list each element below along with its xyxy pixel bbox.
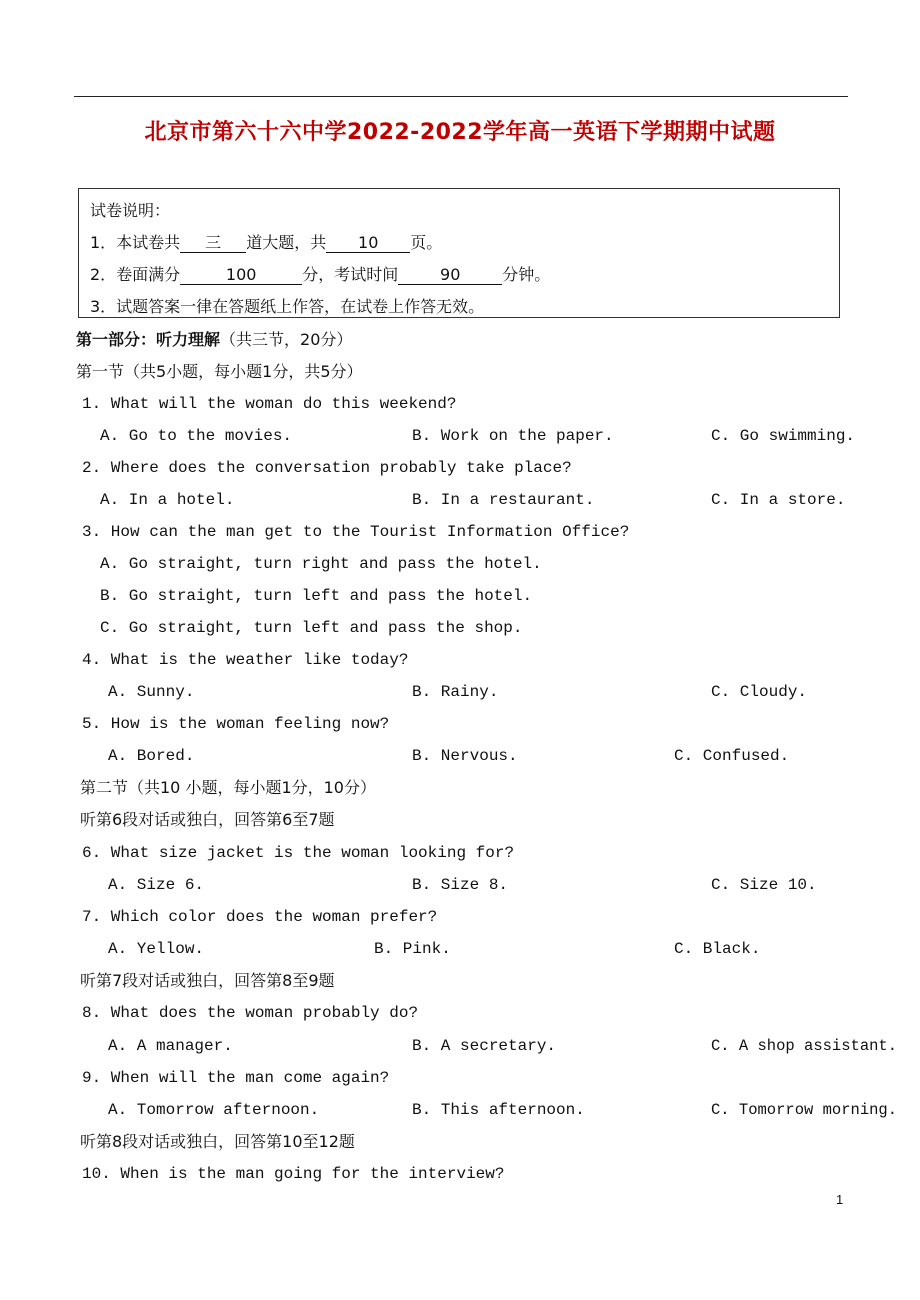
part1-note: （共三节，20分） <box>220 330 353 349</box>
part1-heading <box>76 330 352 350</box>
q3-option-b: B. Go straight, turn left and pass the hotel. <box>100 587 533 605</box>
header-rule <box>74 96 848 97</box>
part1-title: 第一部分：听力理解 <box>76 330 221 349</box>
question-5: 5. How is the woman feeling now? <box>82 715 390 733</box>
question-10: 10. When is the man going for the interview? <box>82 1165 505 1183</box>
instructions-line-3: 3．试题答案一律在答题纸上作答，在试卷上作答无效。 <box>90 297 485 316</box>
q2-option-b: B. In a restaurant. <box>412 491 595 509</box>
q1-option-c: C. Go swimming. <box>711 427 856 445</box>
q2-option-a: A. In a hotel. <box>100 491 235 509</box>
instructions-line-2 <box>90 265 550 285</box>
q5-option-c: C. Confused. <box>674 747 790 765</box>
q6-option-c: C. Size 10. <box>711 876 817 894</box>
pages-count: 10 <box>326 234 410 253</box>
q1-option-a: A. Go to the movies. <box>100 427 293 445</box>
section2-heading: 第二节（共10 小题，每小题1分，10分） <box>80 778 376 797</box>
q5-option-b: B. Nervous. <box>412 747 518 765</box>
q3-option-c: C. Go straight, turn left and pass the shop. <box>100 619 523 637</box>
line1-pre: 1．本试卷共 <box>90 233 181 252</box>
full-score: 100 <box>180 266 302 285</box>
question-2: 2. Where does the conversation probably take place? <box>82 459 572 477</box>
line1-mid: 道大题，共 <box>246 233 327 252</box>
q2-option-c: C. In a store. <box>711 491 846 509</box>
q7-option-a: A. Yellow. <box>108 940 205 958</box>
page-number: 1 <box>836 1192 844 1207</box>
question-4: 4. What is the weather like today? <box>82 651 409 669</box>
question-9: 9. When will the man come again? <box>82 1069 390 1087</box>
q5-option-a: A. Bored. <box>108 747 195 765</box>
q7-option-c: C. Black. <box>674 940 761 958</box>
q8-option-c: C. A shop assistant. <box>711 1037 898 1055</box>
q1-option-b: B. Work on the paper. <box>412 427 614 445</box>
q6-option-a: A. Size 6. <box>108 876 205 894</box>
passage-6-heading: 听第6段对话或独白，回答第6至7题 <box>80 810 335 829</box>
question-3: 3. How can the man get to the Tourist Information Office? <box>82 523 630 541</box>
q4-option-c: C. Cloudy. <box>711 683 808 701</box>
q9-option-c: C. Tomorrow morning. <box>711 1101 898 1119</box>
q8-option-a: A. A manager. <box>108 1037 233 1055</box>
line2-mid: 分，考试时间 <box>302 265 399 284</box>
question-7: 7. Which color does the woman prefer? <box>82 908 438 926</box>
question-1: 1. What will the woman do this weekend? <box>82 395 457 413</box>
question-6: 6. What size jacket is the woman looking for? <box>82 844 515 862</box>
instructions-line-1 <box>90 233 442 253</box>
line1-post: 页。 <box>410 233 443 252</box>
passage-7-heading: 听第7段对话或独白，回答第8至9题 <box>80 971 335 990</box>
sections-count: 三 <box>180 234 246 253</box>
q4-option-a: A. Sunny. <box>108 683 195 701</box>
q7-option-b: B. Pink. <box>374 940 451 958</box>
q9-option-b: B. This afternoon. <box>412 1101 585 1119</box>
q6-option-b: B. Size 8. <box>412 876 509 894</box>
q9-option-a: A. Tomorrow afternoon. <box>108 1101 320 1119</box>
q3-option-a: A. Go straight, turn right and pass the hotel. <box>100 555 542 573</box>
passage-8-heading: 听第8段对话或独白，回答第10至12题 <box>80 1132 355 1151</box>
section1-heading: 第一节（共5小题，每小题1分，共5分） <box>76 362 363 381</box>
instructions-heading: 试卷说明： <box>90 201 171 220</box>
question-8: 8. What does the woman probably do? <box>82 1004 419 1022</box>
page-title: 北京市第六十六中学2022-2022学年高一英语下学期期中试题 <box>144 120 776 145</box>
q4-option-b: B. Rainy. <box>412 683 499 701</box>
q8-option-b: B. A secretary. <box>412 1037 557 1055</box>
exam-minutes: 90 <box>398 266 502 285</box>
line2-pre: 2．卷面满分 <box>90 265 181 284</box>
line2-post: 分钟。 <box>502 265 551 284</box>
